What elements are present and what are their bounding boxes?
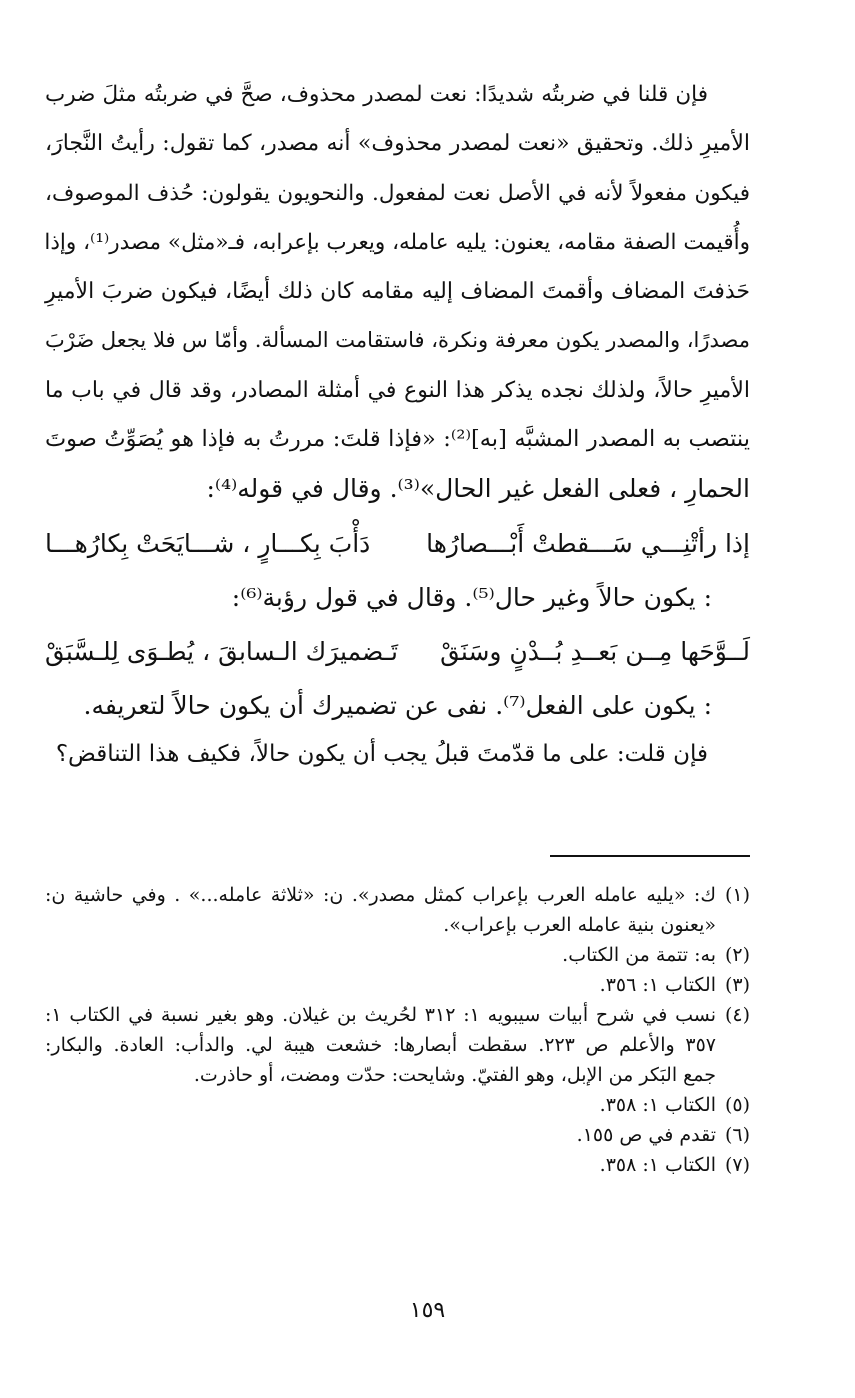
- footnote: [45, 1150, 750, 1180]
- footnote: [45, 1090, 750, 1120]
- footnote-number: (١): [724, 884, 750, 906]
- verse-1: [45, 514, 750, 573]
- paragraph-line: فإن قلت: على ما قدّمتَ قبلُ يجب أن يكون حالاً، فكيف هذا التناقض؟: [55, 741, 708, 768]
- footnote-text: [45, 1090, 716, 1120]
- footnote-line: ك: «يليه عامله العرب بإعراب كمثل مصدر». ن: «ثلاثة عامله...» . وفي حاشية ن:: [45, 884, 716, 906]
- paragraph-line: : يكون حالاً وغير حال⁽⁵⁾. وقال في قول رؤبة⁽⁶⁾:: [231, 582, 712, 612]
- footnotes: [45, 880, 750, 1180]
- verse-1-hemistich-1: إذا رأتْنِـــي سَـــقطتْ أَبْـــصارُها: [426, 528, 750, 558]
- footnote-number: (٦): [724, 1124, 750, 1146]
- paragraph-line: الأميرِ ذلك. وتحقيق «نعت لمصدر محذوف» أنه مصدر، كما تقول: رأيتُ النَّجارَ،: [45, 131, 750, 157]
- paragraph-line: فيكون مفعولاً لأنه في الأصل نعت لمفعول. والنحويون يقولون: حُذف الموصوف،: [45, 180, 750, 206]
- verse-1-hemistich-2: دَأْبَ بِكـــارٍ ، شـــايَحَتْ بِكارُهـــا: [45, 528, 371, 558]
- main-text: [45, 70, 750, 780]
- footnote: [45, 970, 750, 1000]
- footnote-line: به: تتمة من الكتاب.: [562, 944, 716, 966]
- footnote-line: تقدم في ص ١٥٥.: [576, 1124, 716, 1146]
- footnote: [45, 1120, 750, 1150]
- footnote-text: [45, 1000, 716, 1090]
- paragraph-line: الأميرِ حالاً، ولذلك نجده يذكر هذا النوع في أمثلة المصادر، وقد قال في باب ما: [45, 377, 750, 403]
- footnote-line: الكتاب ١: ٣٥٦.: [599, 974, 716, 996]
- verse-2: [45, 622, 750, 681]
- footnote-line: الكتاب ١: ٣٥٨.: [599, 1154, 716, 1176]
- page-number: ١٥٩: [409, 1298, 446, 1323]
- footnote-line: ٣٥٧ والأعلم ص ٢٢٣. سقطت أبصارها: خشعت هيبة لي. والدأب: العادة. والبكار:: [45, 1034, 716, 1056]
- footnote-line: نسب في شرح أبيات سيبويه ١: ٣١٢ لحُريث بن غيلان. وهو بغير نسبة في الكتاب ١:: [45, 1004, 716, 1026]
- footnote-number: (٥): [724, 1094, 750, 1116]
- verse-2-hemistich-1: لَــوَّحَها مِــن بَعــدِ بُــدْنٍ وسَنَقْ: [440, 636, 750, 666]
- verse-2-hemistich-2: تَـضميرَك الـسابقَ ، يُطـوَى لِلـسَّبَقْ: [45, 636, 399, 666]
- footnote-number: (٤): [724, 1004, 750, 1026]
- footnote-text: [45, 1150, 716, 1180]
- footnote-number: (٣): [724, 974, 750, 996]
- paragraph-line: مصدرًا، والمصدر يكون معرفة ونكرة، فاستقامت المسألة. وأمّا س فلا يجعل ضَرْبَ: [44, 328, 750, 353]
- footnote-line: الكتاب ١: ٣٥٨.: [599, 1094, 716, 1116]
- paragraph-line: الحمارِ ، فعلى الفعل غير الحال»⁽³⁾. وقال في قوله⁽⁴⁾:: [206, 474, 750, 504]
- footnote-text: [45, 880, 716, 940]
- footnote: [45, 1000, 750, 1090]
- footnote: [45, 880, 750, 940]
- footnote-text: [45, 970, 716, 1000]
- footnote-line: جمع البَكر من الإبل، وهو الفتيّ. وشايحت: حدّت ومضت، أو حاذرت.: [193, 1064, 716, 1086]
- paragraph-line: فإن قلنا في ضربتُه شديدًا: نعت لمصدر محذوف، صحَّ في ضربتُه مثلَ ضرب: [45, 82, 708, 107]
- paragraph-line: : يكون على الفعل⁽⁷⁾. نفى عن تضميرك أن يكون حالاً لتعريفه.: [83, 690, 712, 720]
- footnote: [45, 940, 750, 970]
- footnote-text: [45, 1120, 716, 1150]
- footnote-text: [45, 940, 716, 970]
- paragraph-line: وأُقيمت الصفة مقامه، يعنون: يليه عامله، ويعرب بإعرابه، فـ«مثل» مصدر⁽¹⁾، وإذا: [44, 229, 750, 255]
- paragraph-line: ينتصب به المصدر المشبَّه [به]⁽²⁾: «فإذا قلتَ: مررتُ به فإذا هو يُصَوِّتُ صوتَ: [45, 426, 750, 453]
- footnote-number: (٢): [724, 944, 750, 966]
- footnote-number: (٧): [724, 1154, 750, 1176]
- footnote-line: «يعنون بنية عامله العرب بإعراب».: [443, 914, 716, 936]
- paragraph-line: حَذفتَ المضاف وأقمتَ المضاف إليه مقامه كان ذلك أيضًا، فيكون ضربَ الأميرِ: [45, 279, 750, 305]
- footnote-separator: [550, 855, 750, 857]
